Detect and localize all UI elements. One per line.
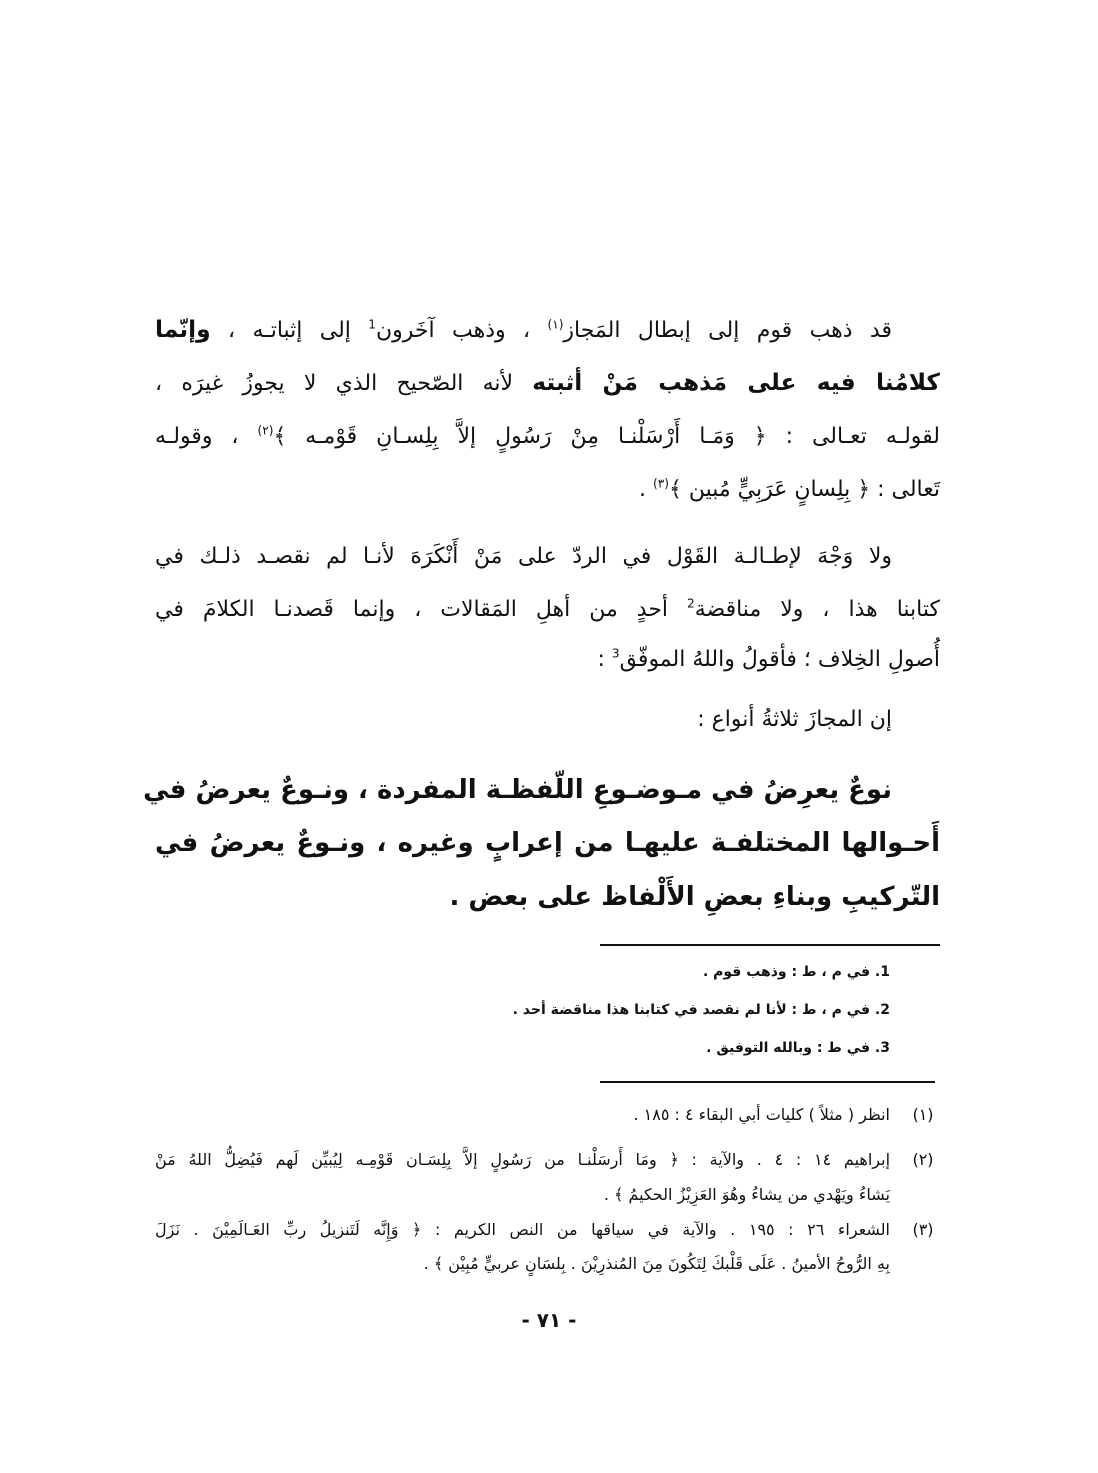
body-line: ولا وَجْهَ لإطـالـة القَوْل في الردّ على مَنْ أَنْكَرَهَ لأنـا لم نقصـد ذلـك في [155,544,892,569]
bold-body-line: التّركيبِ وبناءِ بعضِ الأَلْفاظ على بعض . [449,882,940,912]
body-line [155,640,940,680]
editor-note-reference: 3 [611,646,620,661]
body-text: ، وذهب آخَرون [376,318,548,343]
body-line [155,590,940,630]
body-line: إن المجازَ ثلاثةُ أنواع : [697,707,892,732]
editor-note: 2. في م ، ط : لأنا لم نقصد في كتابنا هذا مناقضة أحد . [512,1002,890,1018]
bold-body-line: أَحـوالها المختلفـة عليهـا من إعرابٍ وغيره ، ونـوعٌ يعرضُ في [155,828,940,858]
body-text: لقولـه تعـالى : ﴿ وَمَـا أَرْسَلْنـا مِنْ رَسُولٍ إلاَّ بِلِسـانِ قَوْمـه ﴾ [273,424,940,449]
footnote-number: (٣) [912,1220,934,1239]
body-text: : [597,647,612,672]
editor-note-reference: 1 [368,317,376,332]
body-text: تَعالى : ﴿ بِلِسانٍ عَرَبِيٍّ مُبين ﴾ [668,477,940,502]
footnote-line: الشعراء ٢٦ : ١٩٥ . والآية في سياقها من النص الكريم : ﴿ وَإِنَّه لَتَنزيلُ ربِّ العَـالَمِيْنَ . نَزَلَ [155,1220,890,1239]
footnote-line: انظر ( مثلاً ) كليات أبي البقاء ٤ : ١٨٥ . [633,1105,890,1124]
body-text: لأنه الصّحيح الذي لا يجوزُ غيرَه ، [155,371,533,396]
footnote-divider [600,1081,935,1083]
body-text: . [639,477,653,502]
footnote-divider [600,944,940,946]
bold-text: وإنّما [155,316,211,343]
editor-note: 1. في م ، ط : وذهب قوم . [702,964,890,980]
editor-note: 3. في ط : وبالله التوفيق . [706,1040,890,1056]
footnote-number: (٢) [912,1150,934,1169]
footnote-line: إبراهيم ١٤ : ٤ . والآية : ﴿ ومَا أَرسَلْنـا من رَسُولٍ إلاَّ بِلِسَـان قَوْمِـه لِيُبيِّن لَهم فَيُضِلُّ اللهُ مَنْ [155,1150,891,1169]
footnote-number: (١) [912,1105,934,1124]
body-line [155,363,940,403]
page-number: - ٧١ - [521,1308,577,1332]
footnote-line: يَشاءُ ويَهْدي من يشاءُ وهُوَ العَزِيْزُ الحكيمُ ﴾ . [603,1185,890,1204]
body-text: كتابنا هذا ، ولا مناقضة [694,597,940,622]
bold-body-line: نوعٌ يعرِضُ في مـوضـوعِ اللّفظـة المفردة ، ونـوعٌ يعرضُ في [143,775,892,805]
footnote-reference: (١) [547,317,564,332]
body-text: ، وقولـه [155,424,258,449]
footnote-reference: (٣) [653,476,669,491]
footnote-line: بِهِ الرُّوحُ الأمينُ . عَلَى قَلْبكَ لِتَكُونَ مِنَ المُنذرِيْنَ . بِلسَانٍ عربيٍّ مُبِيْن ﴾ . [423,1254,890,1273]
editor-note-reference: 2 [687,596,695,611]
bold-text: كلامُنا فيه على مَذهب مَنْ أثبته [532,369,940,396]
body-line [155,310,892,350]
body-line [155,470,940,510]
body-text: أُصولِ الخِلاف ؛ فأقولُ واللهُ الموفّق [619,647,940,672]
body-line [155,417,940,457]
body-text: قد ذهب قوم إلى إبطال المَجاز [563,318,892,343]
body-text: إلى إثباتـه ، [210,318,369,343]
body-text: أحدٍ من أهلِ المَقالات ، وإنما قَصدنـا الكلامَ في [155,597,688,622]
footnote-reference: (٢) [257,423,274,438]
